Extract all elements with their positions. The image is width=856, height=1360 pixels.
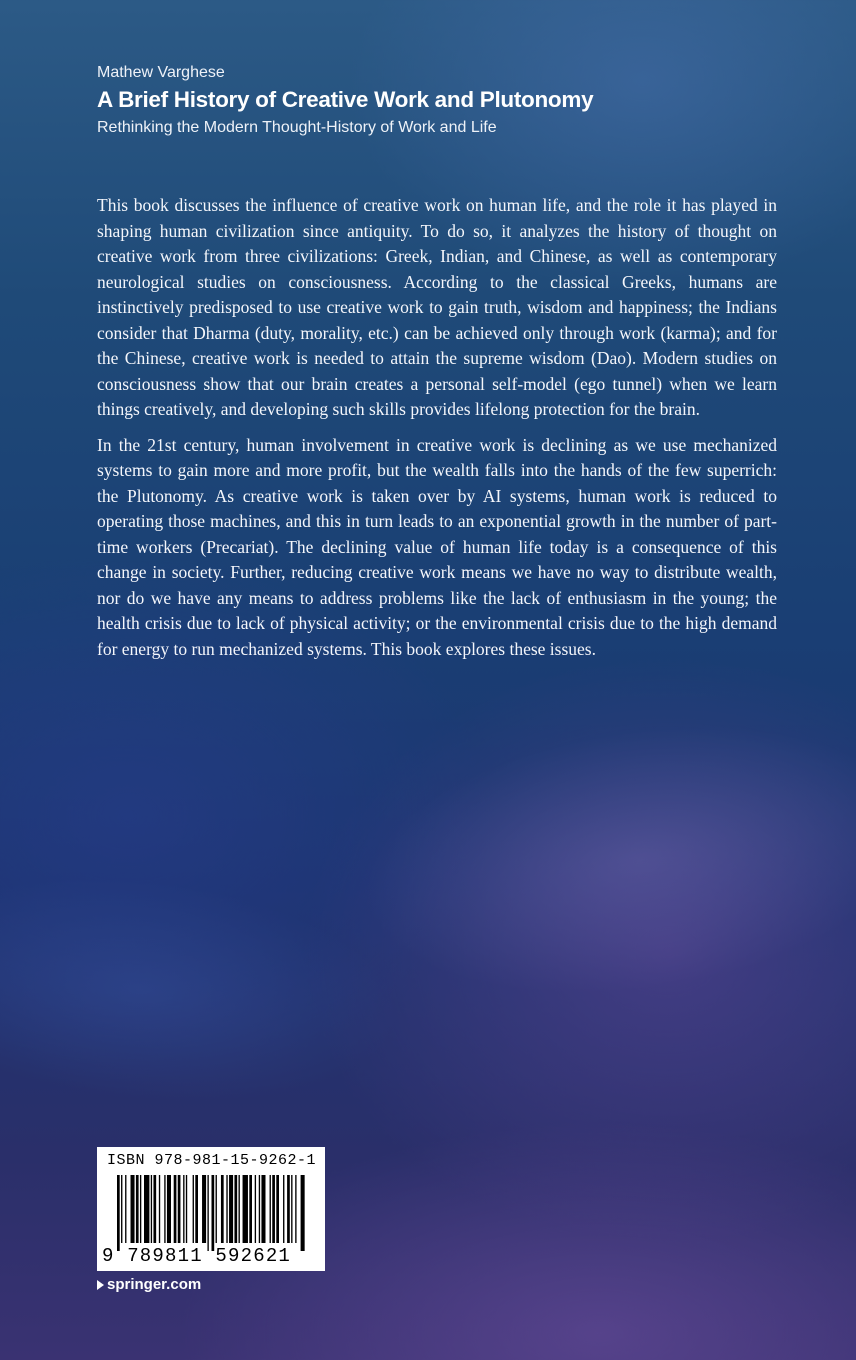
barcode-bar xyxy=(291,1175,292,1243)
barcode-bar xyxy=(221,1175,224,1243)
barcode-bar xyxy=(276,1175,279,1243)
barcode-bar xyxy=(195,1175,198,1243)
barcode-bar xyxy=(295,1175,296,1243)
barcode-bar xyxy=(159,1175,160,1243)
author-name: Mathew Varghese xyxy=(97,64,225,81)
barcode-bar xyxy=(167,1175,171,1243)
barcode-bar xyxy=(151,1175,152,1243)
barcode-bar xyxy=(243,1175,248,1243)
barcode-bar xyxy=(174,1175,177,1243)
barcode-bar xyxy=(144,1175,149,1243)
blurb xyxy=(97,193,777,672)
barcode-bar xyxy=(301,1175,305,1251)
barcode-bar xyxy=(121,1175,122,1243)
barcode-bar xyxy=(255,1175,256,1243)
barcode-digits: 9 789811 592621 xyxy=(102,1245,292,1267)
barcode-bar xyxy=(272,1175,275,1243)
barcode-bar xyxy=(193,1175,194,1243)
barcode-bar xyxy=(283,1175,284,1243)
barcode-bar xyxy=(125,1175,126,1243)
cover-header xyxy=(97,62,593,139)
barcode-bar xyxy=(287,1175,290,1243)
barcode-bar xyxy=(183,1175,184,1243)
barcode-bar xyxy=(212,1175,215,1251)
book-subtitle: Rethinking the Modern Thought-History of Work and Life xyxy=(97,119,497,136)
barcode-bar xyxy=(249,1175,252,1243)
barcode-bar xyxy=(207,1175,208,1251)
barcode-bar xyxy=(239,1175,240,1243)
barcode-bar xyxy=(202,1175,206,1243)
barcode-bar xyxy=(186,1175,187,1243)
barcode-bar xyxy=(261,1175,265,1243)
book-title: A Brief History of Creative Work and Plutonomy xyxy=(97,87,594,112)
background-light-streak xyxy=(345,692,856,1027)
barcode-bar xyxy=(216,1175,217,1243)
barcode-bar xyxy=(234,1175,237,1243)
arrow-right-icon xyxy=(97,1280,104,1290)
barcode-bar xyxy=(259,1175,260,1243)
isbn-label: ISBN 978-981-15-9262-1 xyxy=(107,1152,317,1169)
barcode-box xyxy=(97,1147,325,1271)
barcode-bar xyxy=(153,1175,156,1243)
publisher-link[interactable] xyxy=(97,1276,201,1293)
barcode-bar xyxy=(229,1175,233,1243)
barcode-bar xyxy=(136,1175,139,1243)
barcode-bar xyxy=(226,1175,227,1243)
barcode-bar xyxy=(270,1175,271,1243)
barcode-bar xyxy=(178,1175,181,1243)
blurb-paragraph: In the 21st century, human involvement in creative work is declining as we use mechanized systems to gain more and more profit, but the wealth falls into the hands of the few superrich: the Plutonomy. As creative work is taken over by AI systems, human work is reduced to operating those machines, and this in turn leads to an exponential growth in the number of part-time workers (Precariat). The declining value of human life today is a consequence of this change in society. Further, reducing creative work means we have no way to distribute wealth, nor do we have any means to address problems like the lack of enthusiasm in the young; the health crisis due to lack of physical activity; or the environmental crisis due to the high demand for energy to run mechanized systems. This book explores these issues. xyxy=(97,434,777,659)
blurb-paragraph: This book discusses the influence of creative work on human life, and the role it has played in shaping human civilization since antiquity. To do so, it analyzes the history of thought on creative work from three civilizations: Greek, Indian, and Chinese, as well as contemporary neurological studies on consciousness. According to the classical Greeks, humans are instinctively predisposed to use creative work to gain truth, wisdom and happiness; the Indians consider that Dharma (duty, morality, etc.) can be achieved only through work (karma); and for the Chinese, creative work is needed to attain the supreme wisdom (Dao). Modern studies on consciousness show that our brain creates a personal self-model (ego tunnel) when we learn things creatively, and developing such skills provides lifelong protection for the brain. xyxy=(97,195,777,419)
barcode-bar xyxy=(140,1175,141,1243)
publisher-link-text[interactable]: springer.com xyxy=(107,1276,202,1293)
barcode-bar xyxy=(131,1175,135,1243)
barcode-bar xyxy=(117,1175,120,1251)
background-dark-streak xyxy=(0,853,410,1126)
barcode-bar xyxy=(164,1175,165,1243)
